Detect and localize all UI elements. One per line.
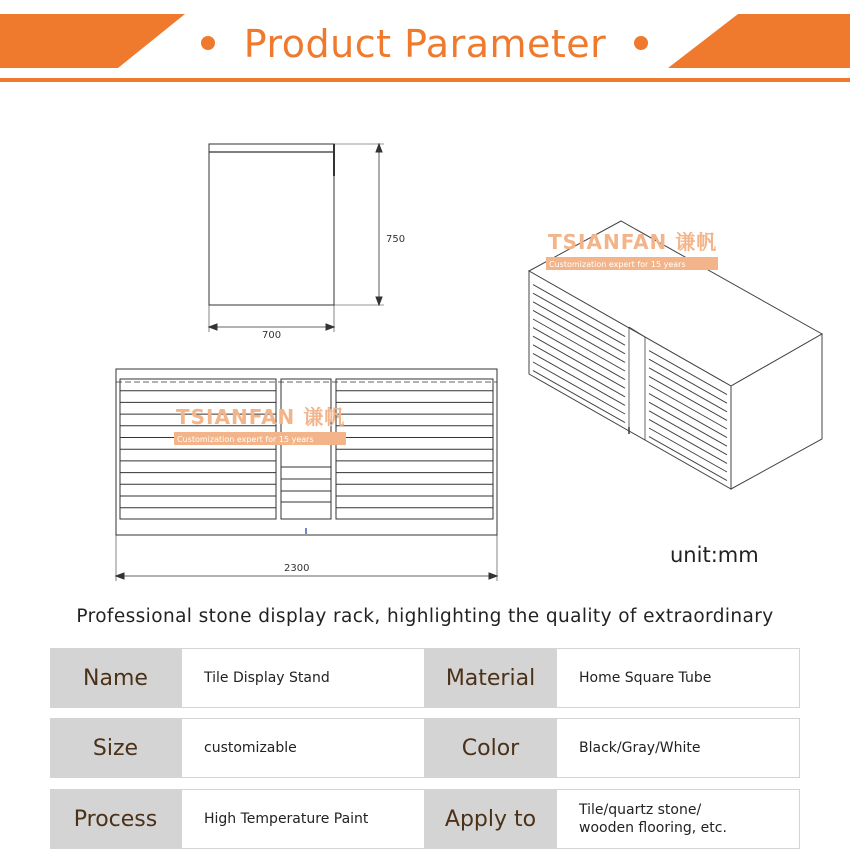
header-bullet-right <box>634 36 648 50</box>
dim-arrow <box>376 144 382 152</box>
spec-value-color: Black/Gray/White <box>556 718 800 778</box>
front-view <box>116 369 497 581</box>
dim-label-height: 750 <box>386 234 406 245</box>
dim-label-front-width: 2300 <box>284 563 310 574</box>
technical-drawing <box>0 84 850 599</box>
spec-value-name: Tile Display Stand <box>181 648 425 708</box>
spec-label-size: Size <box>50 718 181 778</box>
spec-value-process: High Temperature Paint <box>181 789 425 849</box>
front-center-bay <box>281 379 331 519</box>
spec-label-process: Process <box>50 789 181 849</box>
spec-row <box>50 718 800 778</box>
dim-arrow <box>209 324 217 330</box>
dim-arrow <box>376 297 382 305</box>
dim-arrow <box>326 324 334 330</box>
watermark-brand-front: TSIANFAN 谦帆 <box>176 405 346 429</box>
spec-row <box>50 789 800 849</box>
watermark-brand-iso: TSIANFAN 谦帆 <box>548 230 718 254</box>
dim-label-side-width: 700 <box>262 330 282 341</box>
header-banner <box>0 0 850 84</box>
header-underline <box>0 78 850 82</box>
side-view <box>209 144 384 332</box>
unit-label: unit:mm <box>670 543 759 567</box>
spec-value-material: Home Square Tube <box>556 648 800 708</box>
technical-drawing-svg <box>0 84 850 599</box>
watermark-tagline-iso: Customization expert for 15 years <box>549 260 686 269</box>
spec-value-apply-to: Tile/quartz stone/ wooden flooring, etc. <box>556 789 800 849</box>
watermark-tagline-front: Customization expert for 15 years <box>177 435 314 444</box>
spec-label-material: Material <box>425 648 556 708</box>
iso-side-face <box>731 334 822 489</box>
dim-arrow <box>489 573 497 579</box>
spec-value-size: customizable <box>181 718 425 778</box>
page-title: Product Parameter <box>243 22 607 66</box>
dim-arrow <box>116 573 124 579</box>
product-tagline: Professional stone display rack, highlighting the quality of extraordinary <box>76 606 774 627</box>
spec-label-name: Name <box>50 648 181 708</box>
spec-label-apply-to: Apply to <box>425 789 556 849</box>
spec-label-color: Color <box>425 718 556 778</box>
spec-row <box>50 648 800 708</box>
front-view-frame <box>116 369 497 535</box>
side-view-outline <box>209 144 334 305</box>
